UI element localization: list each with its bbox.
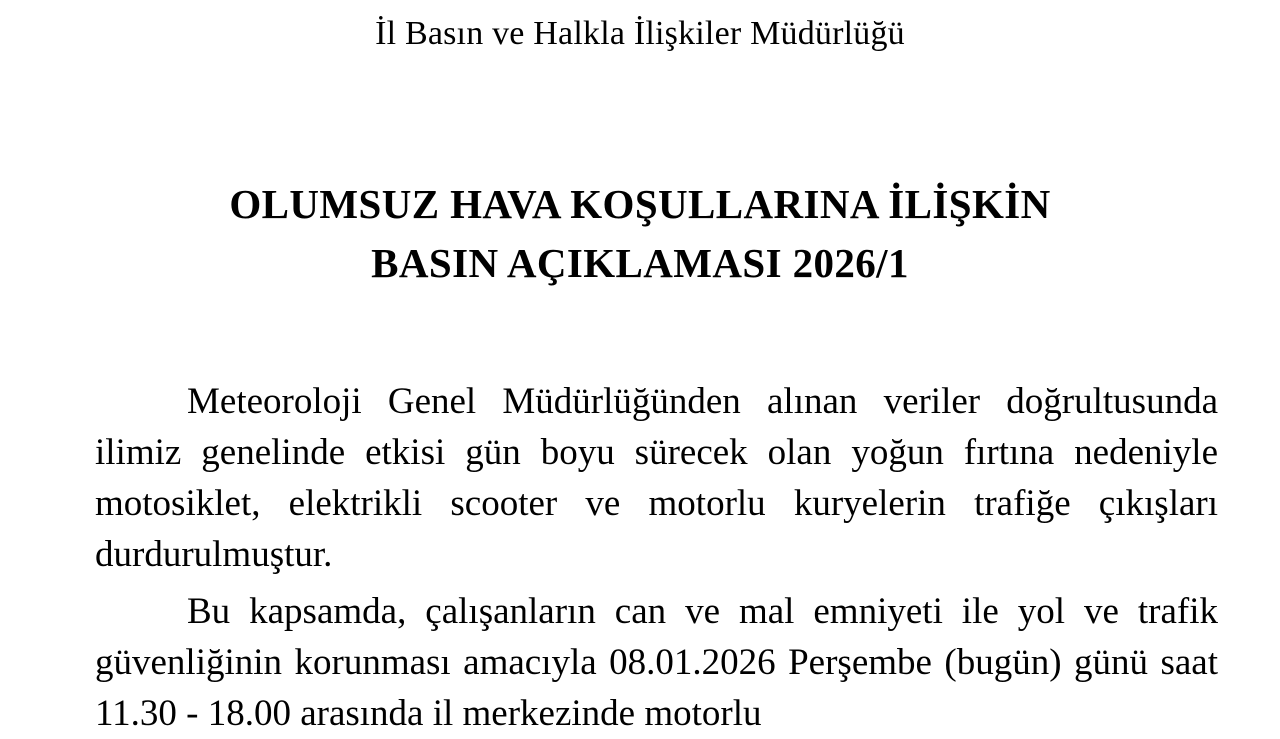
paragraph-1: Meteoroloji Genel Müdürlüğünden alınan veriler doğrultusunda ilimiz genelinde etkisi gün boyu sürecek olan yoğun fırtına nedeniyle motosiklet, elektrikli scooter ve motorlu kuryelerin trafiğe çıkışları durdurulmuştur. bbox=[95, 380, 1218, 575]
title-line-2: BASIN AÇIKLAMASI 2026/1 bbox=[371, 240, 909, 287]
body-text bbox=[0, 376, 1280, 739]
announcement-title bbox=[0, 175, 1280, 294]
department-header: İl Basın ve Halkla İlişkiler Müdürlüğü bbox=[375, 15, 905, 52]
paragraph-2: Bu kapsamda, çalışanların can ve mal emniyeti ile yol ve trafik güvenliğinin korunması amacıyla 08.01.2026 Perşembe (bugün) günü saat 11.30 - 18.00 arasında il merkezinde motorlu bbox=[95, 590, 1218, 734]
title-line-1: OLUMSUZ HAVA KOŞULLARINA İLİŞKİN bbox=[229, 180, 1051, 227]
